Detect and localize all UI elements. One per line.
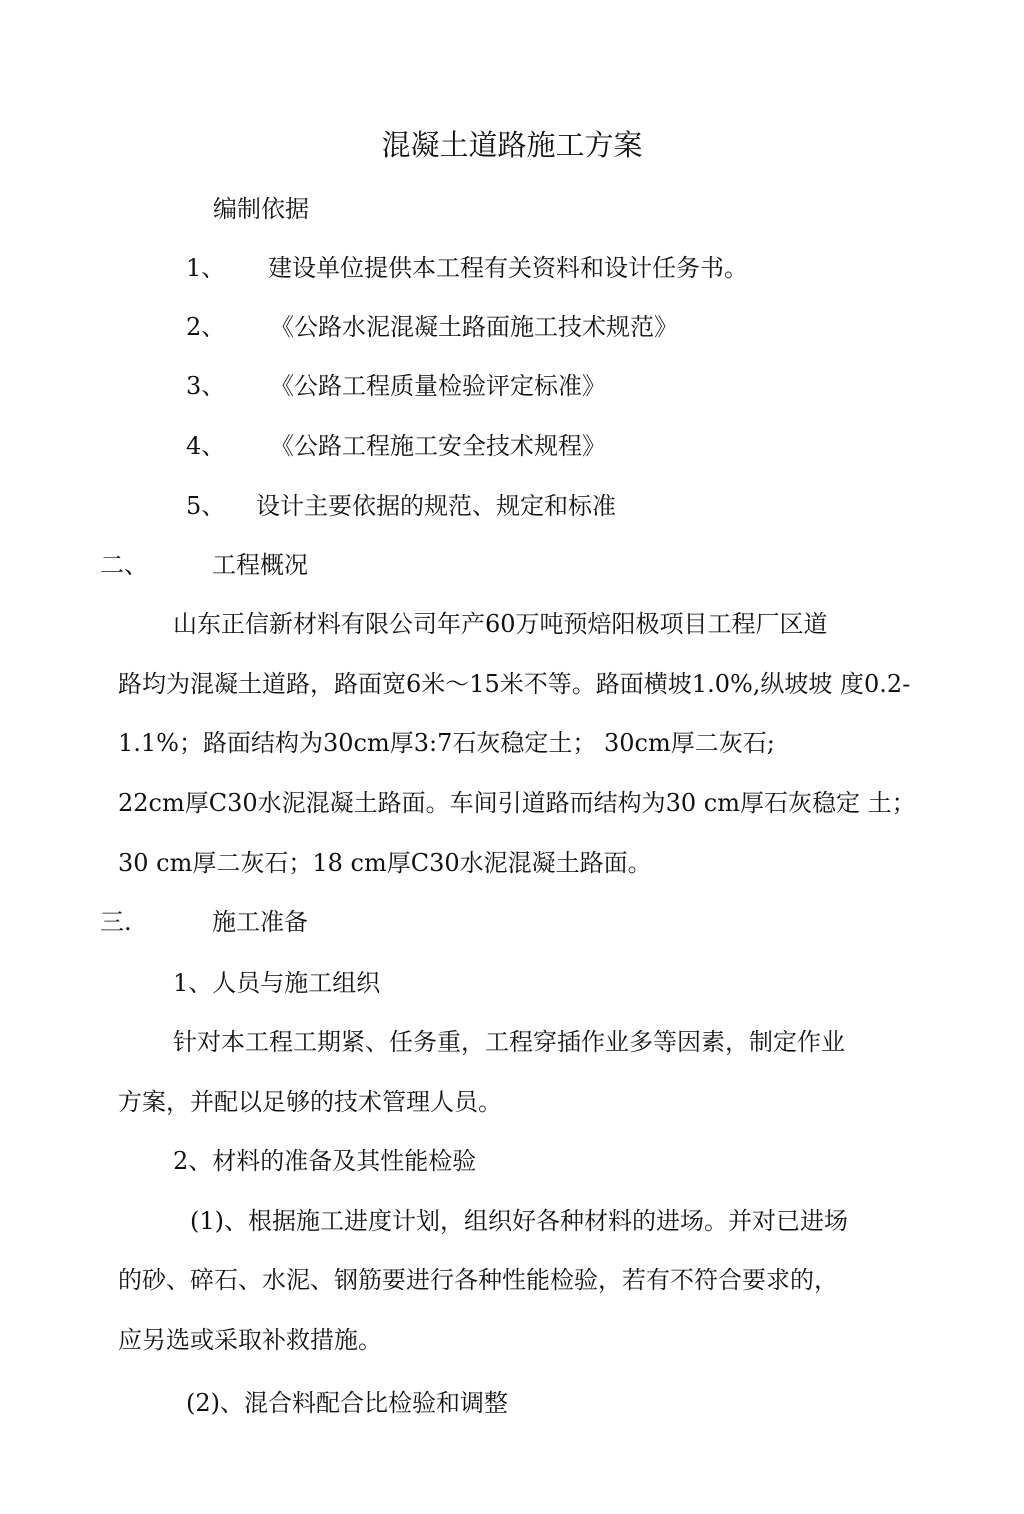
list-item-number: 1、: [186, 254, 226, 282]
paragraph-line: 30 cm厚二灰石；18 cm厚C30水泥混凝土路面。: [118, 849, 652, 877]
section-number: 二、: [100, 551, 148, 579]
list-item: 建设单位提供本工程有关资料和设计任务书。: [268, 254, 748, 282]
list-item-number: 5、: [186, 492, 226, 520]
section-heading-prep: 施工准备: [212, 908, 308, 936]
section-heading-basis: 编制依据: [213, 195, 309, 223]
list-item-number: 2、: [186, 313, 226, 341]
list-item: 《公路水泥混凝土路面施工技术规范》: [270, 313, 678, 341]
list-item: 设计主要依据的规范、规定和标准: [256, 492, 616, 520]
list-item: 《公路工程质量检验评定标准》: [270, 372, 606, 400]
page-title: 混凝土道路施工方案: [381, 128, 643, 162]
section-heading-overview: 工程概况: [212, 551, 308, 579]
subheading: 2、材料的准备及其性能检验: [173, 1147, 477, 1175]
section-number: 三.: [100, 908, 132, 936]
list-item: (2)、混合料配合比检验和调整: [186, 1389, 508, 1417]
paragraph-line: 应另选或采取补救措施。: [118, 1326, 382, 1354]
list-item-number: 3、: [186, 372, 226, 400]
paragraph-line: 路均为混凝土道路，路面宽6米～15米不等。路面横坡1.0%,纵坡坡 度0.2-: [118, 670, 911, 698]
paragraph-line: 22cm厚C30水泥混凝土路面。车间引道路而结构为30 cm厚石灰稳定 土；: [118, 789, 916, 817]
paragraph-line: 方案，并配以足够的技术管理人员。: [118, 1088, 502, 1116]
paragraph-line: 1.1%；路面结构为30cm厚3:7石灰稳定土； 30cm厚二灰石;: [118, 729, 775, 757]
paragraph-line: (1)、根据施工进度计划，组织好各种材料的进场。并对已进场: [190, 1207, 848, 1235]
paragraph-line: 针对本工程工期紧、任务重，工程穿插作业多等因素，制定作业: [173, 1028, 845, 1056]
list-item: 《公路工程施工安全技术规程》: [270, 432, 606, 460]
list-item-number: 4、: [186, 432, 226, 460]
paragraph-line: 山东正信新材料有限公司年产60万吨预焙阳极项目工程厂区道: [173, 610, 828, 638]
subheading: 1、人员与施工组织: [173, 969, 381, 997]
paragraph-line: 的砂、碎石、水泥、钢筋要进行各种性能检验，若有不符合要求的，: [118, 1266, 838, 1294]
